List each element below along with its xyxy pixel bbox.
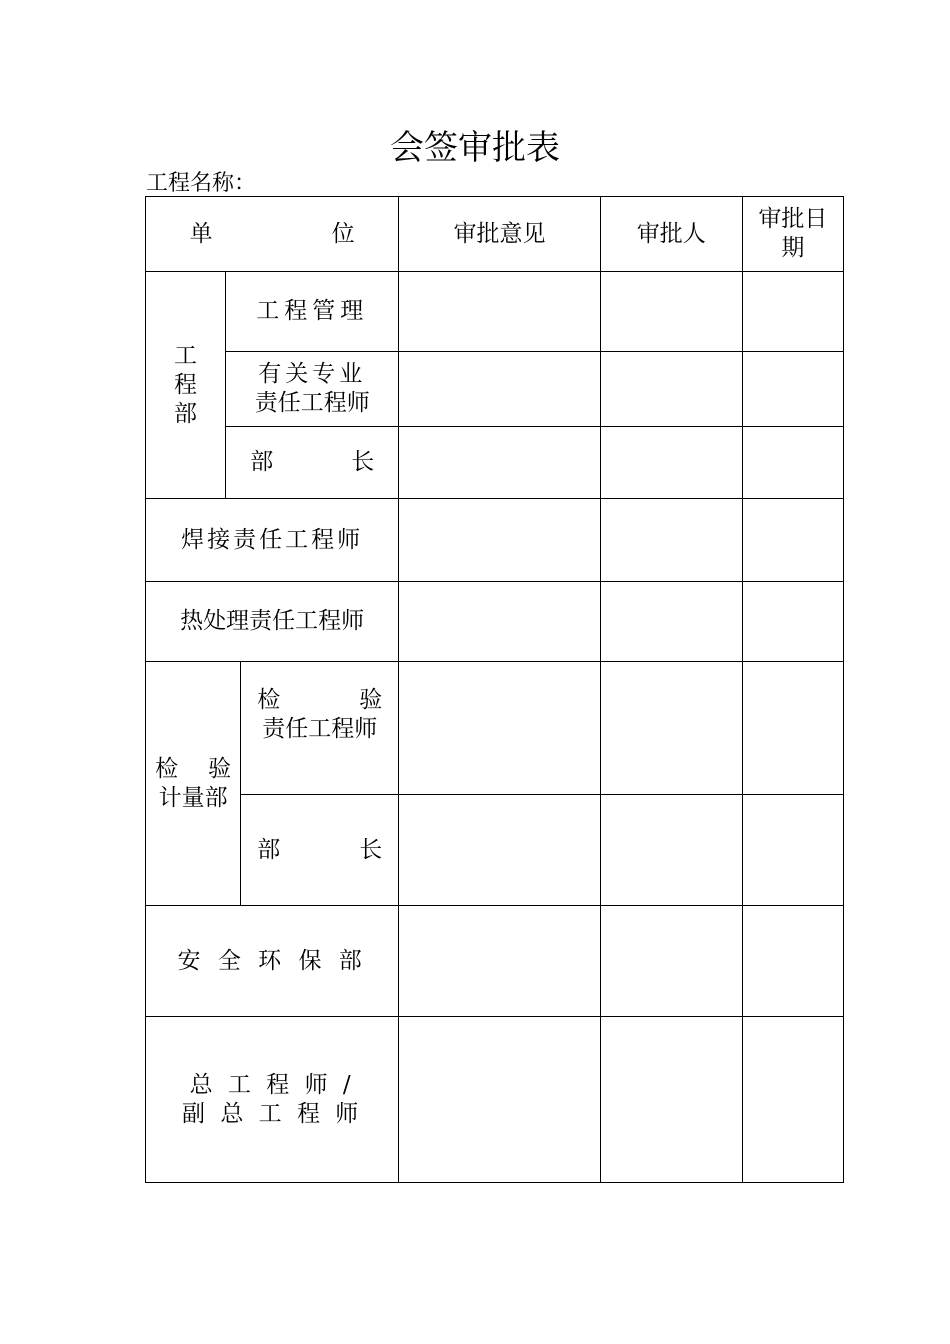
opinion-field[interactable] [399,352,600,427]
inspection-engineer-label [241,662,399,795]
inspection-engineer-right: 验 [359,687,383,713]
opinion-field[interactable] [399,427,600,499]
date-field[interactable] [742,272,843,352]
chief-engineer-label [146,1017,399,1183]
date-field[interactable] [742,662,843,795]
approver-field[interactable] [600,272,742,352]
engineering-dept-cell [146,272,226,499]
specialty-engineer-label [226,352,399,427]
opinion-field[interactable] [399,272,600,352]
inspection-minister-left: 部 [257,836,281,863]
inspection-dept-left: 检 [155,755,179,782]
project-management-label: 工程管理 [226,272,399,352]
opinion-field[interactable] [399,499,600,582]
heat-treatment-engineer-label: 热处理责任工程师 [146,582,399,662]
date-field[interactable] [742,1017,843,1183]
inspection-engineer-line2: 责任工程师 [262,716,378,742]
engineering-dept-line2: 程 [174,371,198,398]
date-field[interactable] [742,582,843,662]
header-row [146,197,844,272]
row-inspection-minister [146,795,844,906]
inspection-engineer-left: 检 [257,687,281,713]
approver-field[interactable] [600,352,742,427]
date-field[interactable] [742,352,843,427]
specialty-engineer-line1: 有关专业 [258,361,367,387]
approver-field[interactable] [600,427,742,499]
approver-field[interactable] [600,662,742,795]
engineering-minister-label [226,427,399,499]
approver-field[interactable] [600,582,742,662]
header-date-line2: 期 [781,235,805,261]
project-name-label: 工程名称： [146,171,257,196]
page-title: 会签审批表 [390,128,560,168]
header-unit-left: 单 [189,220,213,247]
engineering-dept-line1: 工 [174,342,198,369]
engineering-minister-left: 部 [250,449,274,475]
opinion-field[interactable] [399,795,600,906]
opinion-field[interactable] [399,662,600,795]
inspection-minister-right: 长 [359,836,383,863]
approver-field[interactable] [600,795,742,906]
approver-field[interactable] [600,499,742,582]
row-chief-engineer [146,1017,844,1183]
row-welding-engineer [146,499,844,582]
welding-engineer-label: 焊接责任工程师 [146,499,399,582]
approval-table [145,196,844,1183]
row-safety-env-dept [146,906,844,1017]
header-date-cell [742,197,843,272]
date-field[interactable] [742,906,843,1017]
chief-engineer-line2: 副 总 工 程 师 [182,1100,363,1127]
header-date-line1: 审批日 [758,206,828,232]
header-unit-right: 位 [331,220,355,247]
row-engineering-minister [146,427,844,499]
inspection-dept-right: 验 [208,755,232,782]
row-inspection-engineer [146,662,844,795]
date-field[interactable] [742,427,843,499]
engineering-minister-right: 长 [351,449,375,475]
row-project-management [146,272,844,352]
date-field[interactable] [742,499,843,582]
safety-env-dept-label: 安 全 环 保 部 [146,906,399,1017]
header-unit-cell [146,197,399,272]
chief-engineer-line1: 总 工 程 师 / [189,1071,355,1098]
approver-field[interactable] [600,906,742,1017]
specialty-engineer-line2: 责任工程师 [254,390,370,416]
inspection-dept-line2: 计量部 [158,784,228,811]
row-heat-treatment-engineer [146,582,844,662]
date-field[interactable] [742,795,843,906]
row-specialty-engineer [146,352,844,427]
opinion-field[interactable] [399,582,600,662]
opinion-field[interactable] [399,906,600,1017]
header-opinion: 审批意见 [399,197,600,272]
inspection-dept-cell [146,662,241,906]
opinion-field[interactable] [399,1017,600,1183]
approver-field[interactable] [600,1017,742,1183]
engineering-dept-line3: 部 [174,400,198,427]
header-approver: 审批人 [600,197,742,272]
inspection-minister-label [241,795,399,906]
